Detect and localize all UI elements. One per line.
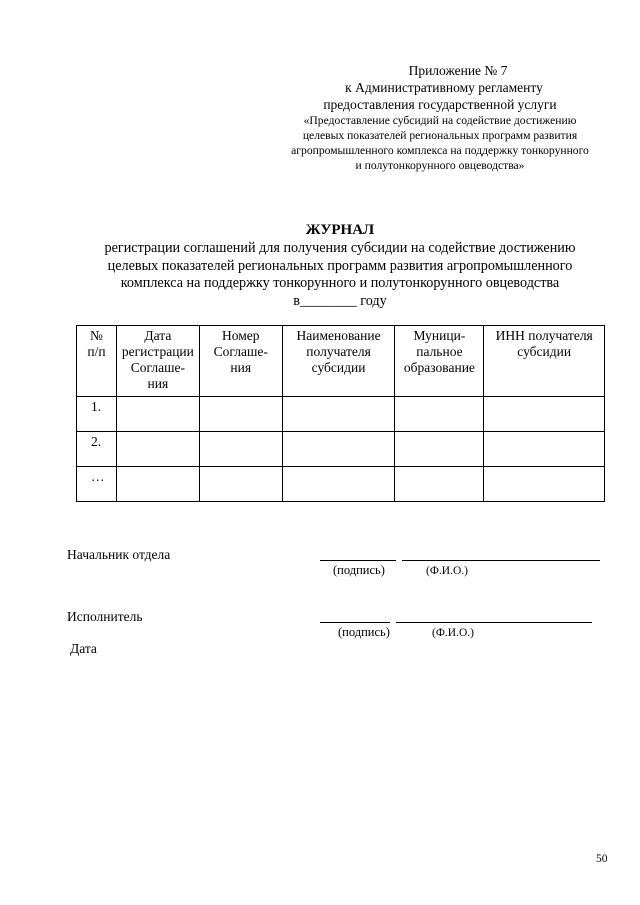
- annex-regulation: к Административному регламенту: [345, 80, 543, 95]
- journal-year-line: в________ году: [293, 292, 387, 309]
- table-cell: [282, 467, 395, 502]
- journal-subtitle-line: регистрации соглашений для получения субсидии на содействие достижению: [104, 240, 576, 256]
- head-fio-caption: (Ф.И.О.): [426, 565, 468, 577]
- executor-fio-caption: (Ф.И.О.): [432, 627, 474, 639]
- annex-service-name-4: и полутонкорунного овцеводства»: [355, 159, 525, 172]
- annex-title: Приложение № 7: [408, 63, 508, 78]
- journal-subtitle-line: комплекса на поддержку тонкорунного и полутонкорунного овцеводства: [120, 275, 560, 291]
- table-cell: [282, 397, 395, 432]
- col-header-municipality: Муници- пальное образование: [395, 326, 484, 397]
- journal-subtitle-line: целевых показателей региональных программ развития агропромышленного: [107, 257, 573, 274]
- table-row: [77, 432, 605, 467]
- table-cell: [116, 432, 199, 467]
- head-signature-caption: (подпись): [333, 563, 385, 577]
- table-cell-number: 2.: [77, 432, 117, 467]
- table-cell: [282, 432, 395, 467]
- table-cell: [199, 397, 282, 432]
- page-number: 50: [596, 853, 608, 865]
- annex-service-name-2: целевых показателей региональных программ развития: [302, 129, 578, 142]
- col-header-agreement-number: Номер Соглаше- ния: [199, 326, 282, 397]
- table-cell: [395, 467, 484, 502]
- table-header-row: [77, 326, 605, 397]
- table-cell: [395, 397, 484, 432]
- col-header-recipient-name: Наименование получателя субсидии: [282, 326, 395, 397]
- executor-label: Исполнитель: [67, 609, 143, 624]
- annex-service-name-3: агропромышленного комплекса на поддержку тонкорунного: [291, 144, 589, 157]
- table-row: [77, 467, 605, 502]
- head-fio-line: [402, 560, 600, 561]
- executor-fio-line: [396, 622, 592, 623]
- table-cell: [199, 432, 282, 467]
- executor-signature-caption: (подпись): [338, 625, 390, 639]
- table-cell: [484, 432, 605, 467]
- table-cell: [116, 397, 199, 432]
- table-cell-number: …: [77, 467, 117, 502]
- date-label: Дата: [70, 641, 97, 656]
- annex-header: [270, 62, 610, 173]
- annex-service-name-1: «Предоставление субсидий на содействие достижению: [303, 114, 577, 127]
- col-header-inn: ИНН получателя субсидии: [484, 326, 605, 397]
- table-cell: [199, 467, 282, 502]
- col-header-registration-date: Дата регистрации Соглаше- ния: [116, 326, 199, 397]
- table-row: [77, 397, 605, 432]
- executor-signature-line: [320, 622, 390, 623]
- journal-subtitle: [40, 240, 640, 310]
- head-of-department-label: Начальник отдела: [67, 547, 171, 562]
- table-cell: [395, 432, 484, 467]
- table-cell: [116, 467, 199, 502]
- col-header-number: № п/п: [77, 326, 117, 397]
- head-signature-line: [320, 560, 396, 561]
- registration-table: [76, 325, 605, 502]
- table-cell-number: 1.: [77, 397, 117, 432]
- table-cell: [484, 467, 605, 502]
- annex-service: предоставления государственной услуги: [323, 97, 557, 112]
- table-cell: [484, 397, 605, 432]
- journal-title: ЖУРНАЛ: [305, 222, 375, 238]
